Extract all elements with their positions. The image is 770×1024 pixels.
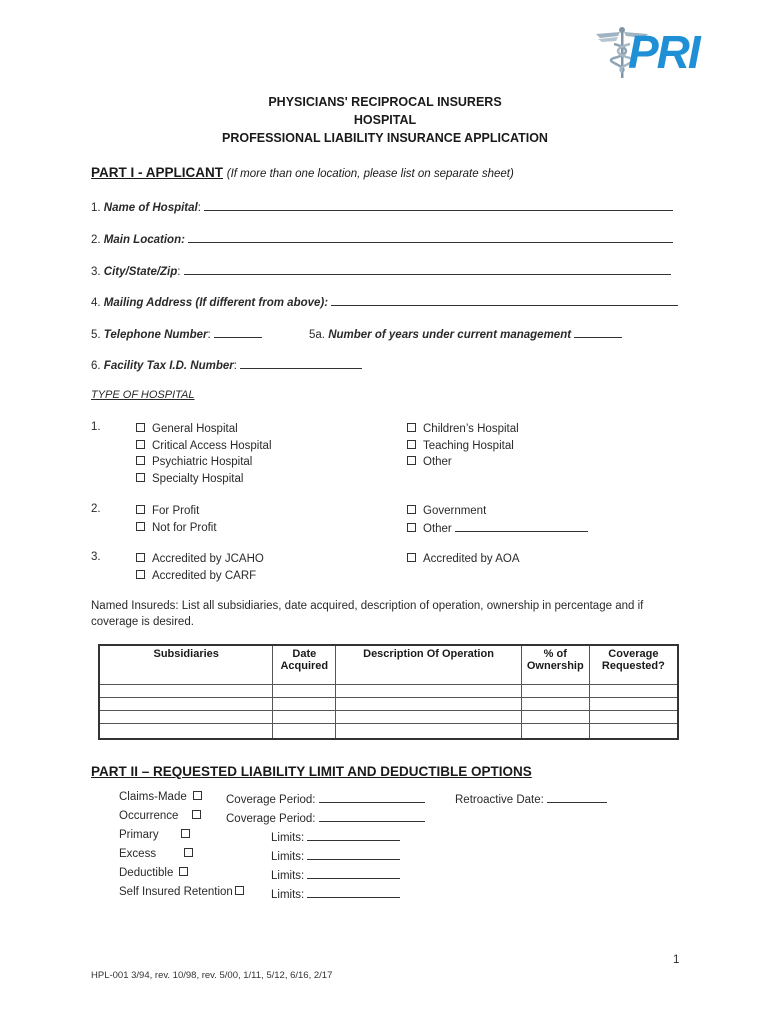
table-row[interactable] (99, 724, 678, 740)
option-claims-made[interactable] (119, 791, 202, 803)
table-row[interactable] (99, 711, 678, 724)
years-management-field[interactable] (574, 326, 622, 338)
q4-number: 4. (91, 297, 101, 309)
sir-limits (271, 886, 400, 901)
primary-limits (271, 829, 400, 844)
option-specialty[interactable]: Specialty Hospital (136, 471, 272, 488)
option-for-profit[interactable]: For Profit (136, 503, 217, 520)
part1-heading-text: PART I - APPLICANT (91, 165, 223, 180)
checkbox-icon[interactable] (407, 523, 416, 532)
subsidiaries-table (98, 644, 679, 740)
limits-label: Limits: (271, 889, 305, 901)
type-of-hospital-heading: TYPE OF HOSPITAL (91, 389, 195, 401)
group2-right (407, 503, 588, 537)
claims-made-period (226, 791, 425, 806)
title-line-3: PROFESSIONAL LIABILITY INSURANCE APPLICATION (222, 131, 548, 145)
option-excess[interactable] (119, 848, 200, 860)
primary-label: Primary (119, 829, 159, 841)
group2-number: 2. (91, 503, 101, 515)
coverage-period-label: Coverage Period: (226, 794, 316, 806)
coverage-period-label: Coverage Period: (226, 813, 316, 825)
excess-limits-field[interactable] (307, 848, 400, 860)
option-aoa[interactable]: Accredited by AOA (407, 551, 520, 568)
option-childrens[interactable]: Children’s Hospital (407, 421, 519, 438)
group1-right (407, 421, 519, 471)
deductible-limits (271, 867, 400, 882)
q3-row: 3. City/State/Zip: (91, 263, 671, 278)
q5a-number: 5a. (309, 329, 325, 341)
checkbox-icon[interactable] (179, 867, 188, 876)
claims-made-label: Claims-Made (119, 791, 187, 803)
occurrence-label: Occurrence (119, 810, 179, 822)
checkbox-icon[interactable] (407, 505, 416, 514)
q5a-row (309, 326, 622, 341)
checkbox-icon[interactable] (136, 456, 145, 465)
group3-number: 3. (91, 551, 101, 563)
col-subsidiaries: Subsidiaries (99, 645, 273, 685)
checkbox-icon[interactable] (136, 505, 145, 514)
q5a-label: Number of years under current management (328, 329, 572, 341)
occurrence-period-field[interactable] (319, 810, 425, 822)
limits-label: Limits: (271, 870, 305, 882)
q1-row: 1. Name of Hospital: (91, 199, 673, 214)
q5-row: 5. Telephone Number: (91, 326, 262, 341)
q6-label: Facility Tax I.D. Number (103, 360, 234, 372)
checkbox-icon[interactable] (193, 791, 202, 800)
tax-id-field[interactable] (240, 357, 362, 369)
q2-number: 2. (91, 234, 101, 246)
checkbox-icon[interactable] (407, 553, 416, 562)
q3-label: City/State/Zip (103, 266, 178, 278)
q4-row (91, 294, 678, 309)
option-government[interactable]: Government (407, 503, 588, 520)
deductible-label: Deductible (119, 867, 174, 879)
col-date-acquired: Date Acquired (273, 645, 336, 685)
other-ownership-field[interactable] (455, 520, 588, 532)
part1-heading-note: (If more than one location, please list on separate sheet) (226, 168, 514, 180)
q5-label: Telephone Number (103, 329, 208, 341)
telephone-field[interactable] (214, 326, 262, 338)
checkbox-icon[interactable] (136, 440, 145, 449)
checkbox-icon[interactable] (407, 440, 416, 449)
option-primary[interactable] (119, 829, 197, 841)
excess-limits (271, 848, 400, 863)
checkbox-icon[interactable] (136, 570, 145, 579)
form-revision-footer: HPL-001 3/94, rev. 10/98, rev. 5/00, 1/11, 5/12, 6/16, 2/17 (91, 970, 333, 981)
named-insureds-text: Named Insureds: List all subsidiaries, date acquired, description of operation, ownership in percentage and if coverage is desired. (91, 600, 644, 628)
title-line-2: HOSPITAL (353, 113, 417, 127)
title-line-1: PHYSICIANS' RECIPROCAL INSURERS (268, 95, 502, 109)
sir-label: Self Insured Retention (119, 886, 233, 898)
option-psychiatric[interactable]: Psychiatric Hospital (136, 454, 272, 471)
option-other-ownership[interactable]: Other (407, 520, 588, 538)
logo-text: PRI (628, 26, 699, 78)
group3-right (407, 551, 520, 568)
table-header-row (99, 645, 678, 685)
option-jcaho[interactable]: Accredited by JCAHO (136, 551, 264, 568)
checkbox-icon[interactable] (192, 810, 201, 819)
q6-number: 6. (91, 360, 101, 372)
q1-number: 1. (91, 202, 101, 214)
mailing-address-field[interactable] (331, 294, 678, 306)
col-ownership: % of Ownership (521, 645, 589, 685)
option-critical-access[interactable]: Critical Access Hospital (136, 438, 272, 455)
checkbox-icon[interactable] (136, 522, 145, 531)
q5-number: 5. (91, 329, 101, 341)
excess-label: Excess (119, 848, 157, 860)
option-occurrence[interactable] (119, 810, 208, 822)
checkbox-icon[interactable] (407, 456, 416, 465)
checkbox-icon[interactable] (181, 829, 190, 838)
group1-left (136, 421, 272, 487)
limits-label: Limits: (271, 851, 305, 863)
retroactive-date (455, 791, 607, 806)
deductible-limits-field[interactable] (307, 867, 400, 879)
group1-number: 1. (91, 421, 101, 433)
group2-left (136, 503, 217, 536)
option-not-for-profit[interactable]: Not for Profit (136, 520, 217, 537)
part1-heading (91, 165, 514, 180)
table-row[interactable] (99, 698, 678, 711)
checkbox-icon[interactable] (136, 423, 145, 432)
q6-row: 6. Facility Tax I.D. Number: (91, 357, 362, 372)
checkbox-icon[interactable] (184, 848, 193, 857)
retroactive-label: Retroactive Date: (455, 794, 544, 806)
checkbox-icon[interactable] (136, 473, 145, 482)
option-general-hospital[interactable]: General Hospital (136, 421, 272, 438)
primary-limits-field[interactable] (307, 829, 400, 841)
q1-label: Name of Hospital (103, 202, 198, 214)
q4-label: Mailing Address (If different from above): (103, 297, 329, 309)
checkbox-icon[interactable] (136, 553, 145, 562)
col-coverage: Coverage Requested? (589, 645, 678, 685)
q3-number: 3. (91, 266, 101, 278)
group3-left (136, 551, 264, 584)
option-other-type[interactable]: Other (407, 454, 519, 471)
part2-heading: PART II – REQUESTED LIABILITY LIMIT AND DEDUCTIBLE OPTIONS (91, 764, 532, 779)
checkbox-icon[interactable] (407, 423, 416, 432)
city-state-zip-field[interactable] (184, 263, 671, 275)
q2-label: Main Location: (103, 234, 185, 246)
occurrence-period (226, 810, 425, 825)
retroactive-date-field[interactable] (547, 791, 607, 803)
page-number: 1 (673, 954, 680, 966)
col-description: Description Of Operation (336, 645, 522, 685)
option-teaching[interactable]: Teaching Hospital (407, 438, 519, 455)
table-row[interactable] (99, 685, 678, 698)
pri-logo (592, 26, 716, 82)
option-deductible[interactable] (119, 867, 188, 879)
sir-limits-field[interactable] (307, 886, 400, 898)
q2-row (91, 231, 673, 246)
hospital-name-field[interactable] (204, 199, 673, 211)
limits-label: Limits: (271, 832, 305, 844)
claims-made-period-field[interactable] (319, 791, 425, 803)
main-location-field[interactable] (188, 231, 673, 243)
option-sir[interactable] (119, 886, 251, 898)
checkbox-icon[interactable] (235, 886, 244, 895)
option-carf[interactable]: Accredited by CARF (136, 568, 264, 585)
